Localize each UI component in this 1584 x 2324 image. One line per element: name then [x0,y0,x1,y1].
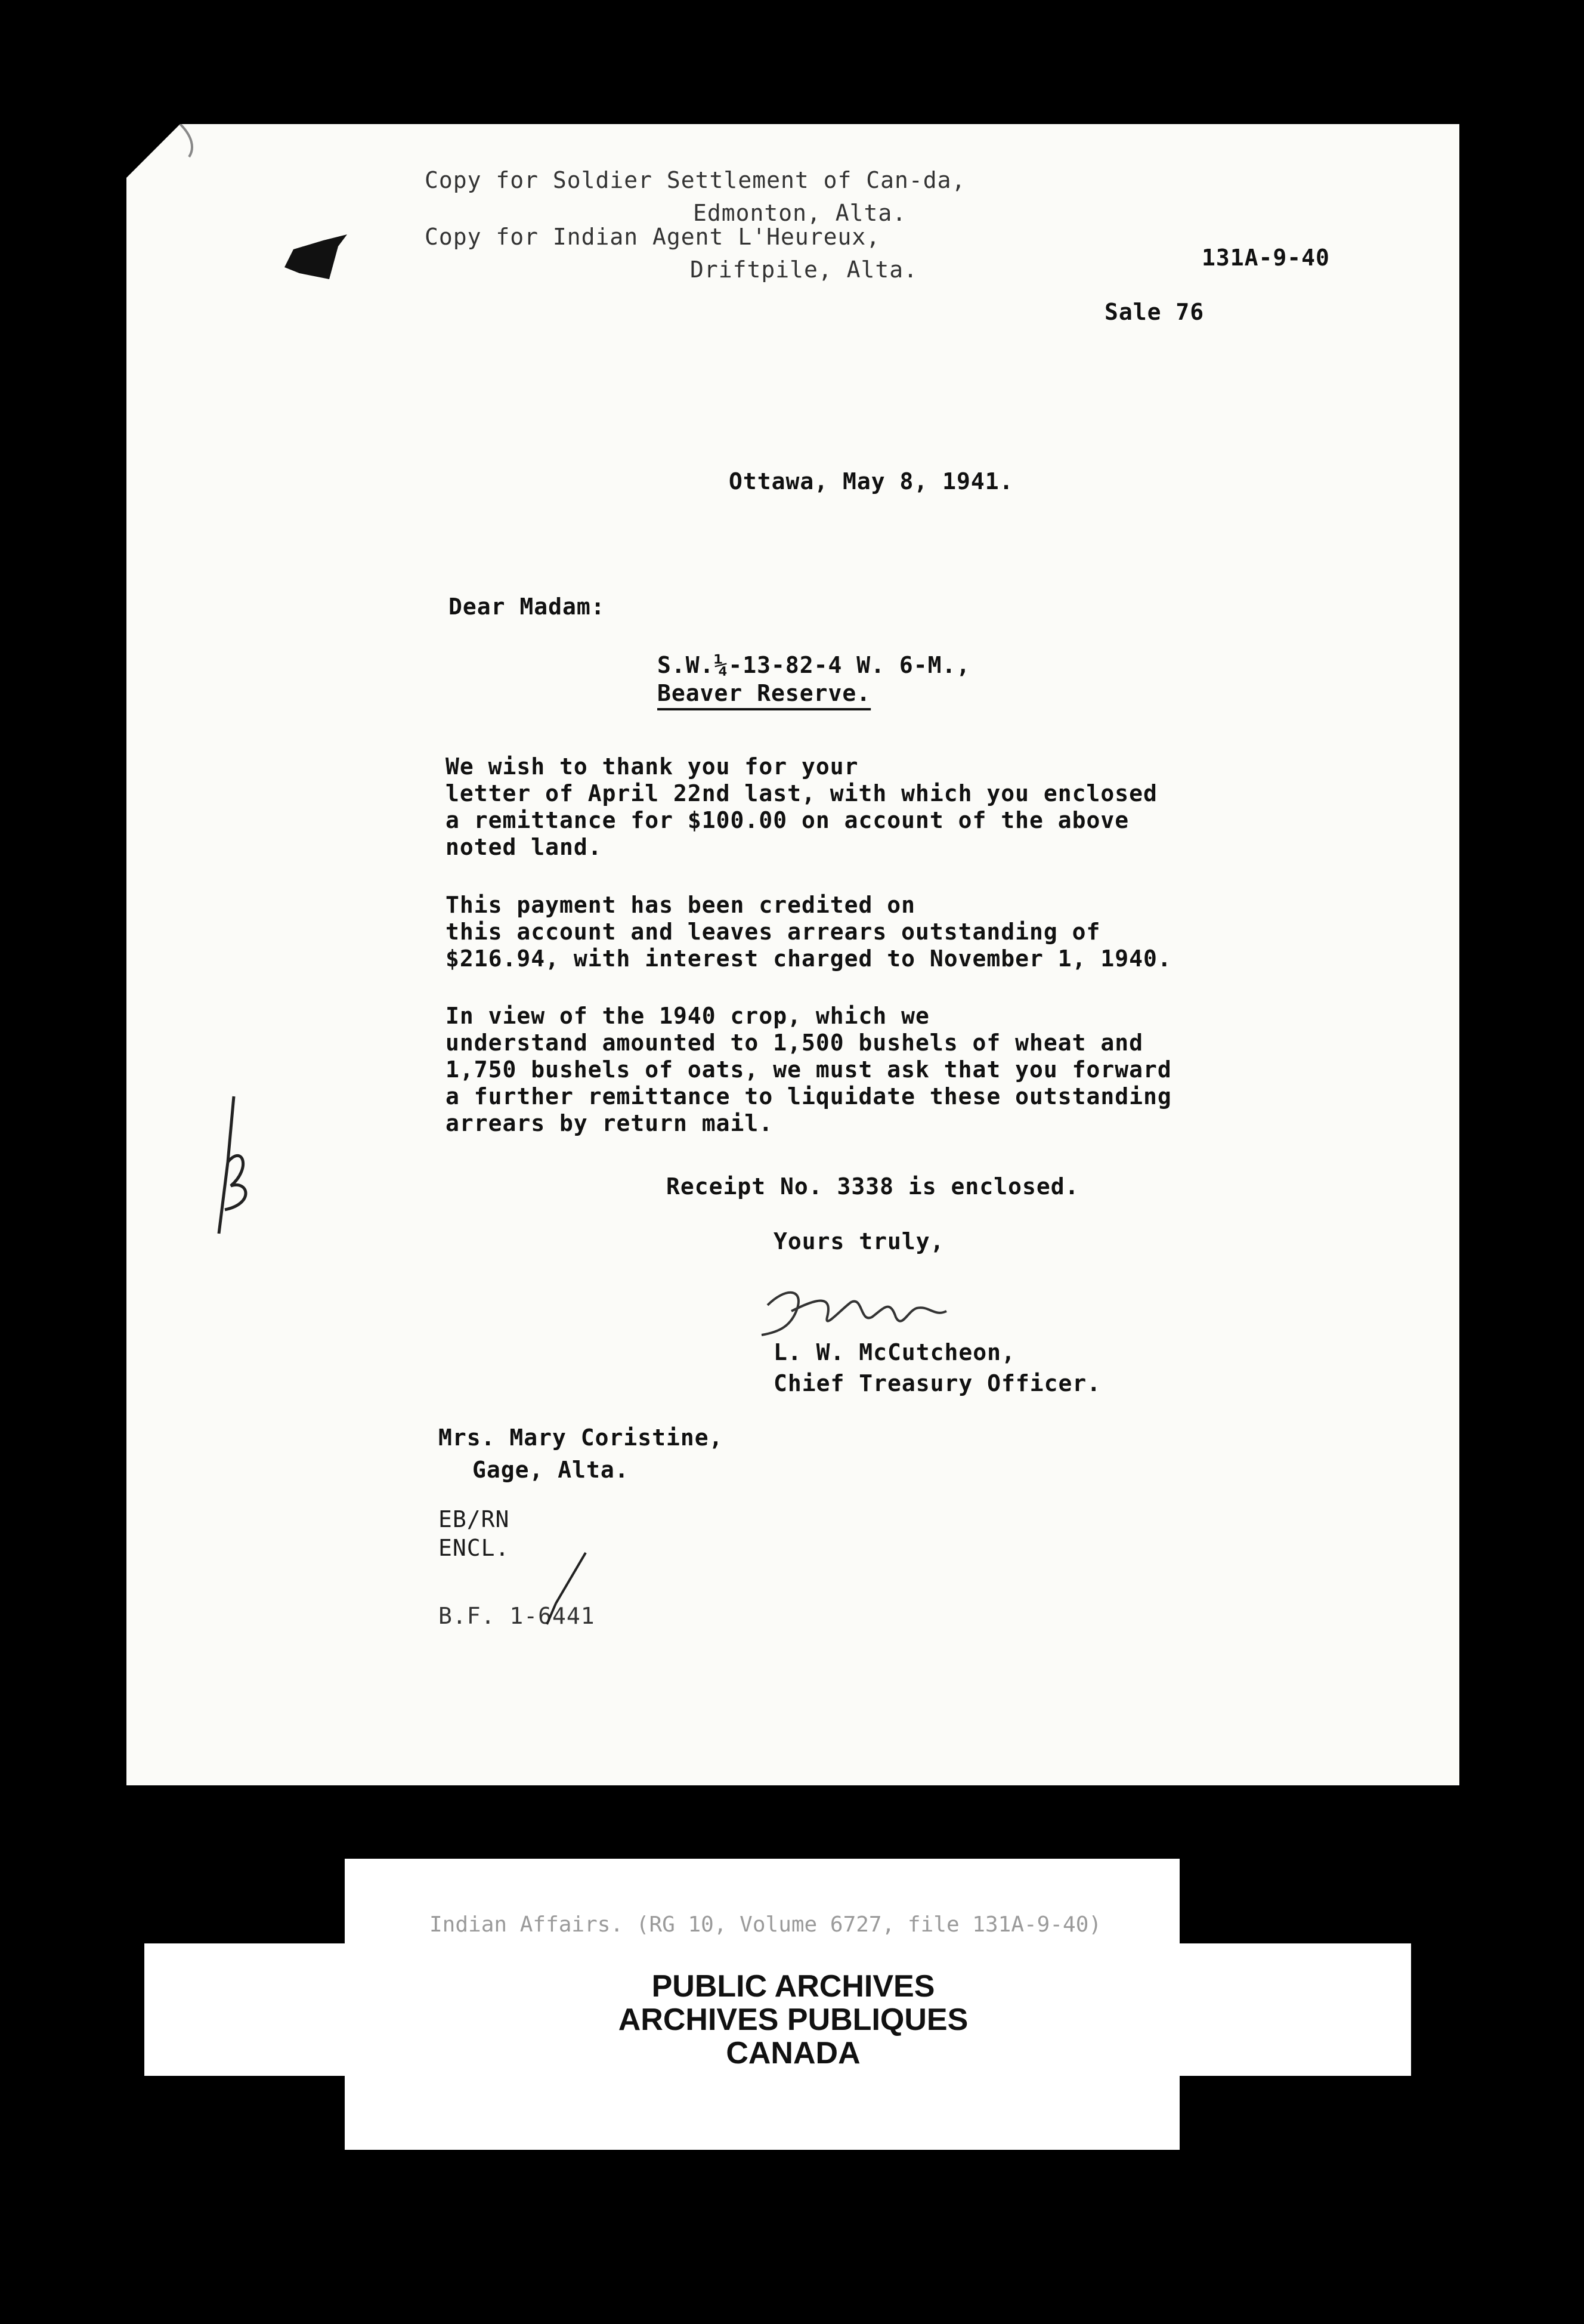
subject-line-2: Beaver Reserve. [657,680,871,706]
signature [756,1275,952,1341]
addressee-place: Gage, Alta. [472,1457,629,1483]
paragraph-2: This payment has been credited on this account and leaves arrears outstanding of $216.94, with interest charged to November 1, 1940. [446,892,1172,972]
copy-place-1: Edmonton, Alta. [693,200,907,226]
archive-reference: Indian Affairs. (RG 10, Volume 6727, file 131A-9-40) [429,1912,1102,1937]
signer-name: L. W. McCutcheon, [774,1339,1016,1365]
bf-number: B.F. 1-6441 [438,1603,595,1629]
paragraph-3: In view of the 1940 crop, which we understand amounted to 1,500 bushels of wheat and 1,750 bushels of oats, we must ask that you forward a further remittance to liquidate these outstanding arrears by return mail. [446,1003,1172,1136]
copy-place-2: Driftpile, Alta. [690,256,918,283]
addressee-name: Mrs. Mary Coristine, [438,1424,723,1451]
torn-corner [126,124,210,196]
archive-line-2: ARCHIVES PUBLIQUES [618,2002,969,2037]
letter-page [126,124,1459,1785]
salutation: Dear Madam: [448,594,605,620]
copy-line-2: Copy for Indian Agent L'Heureux, [425,224,881,250]
enclosure: ENCL. [438,1535,510,1561]
archive-line-1: PUBLIC ARCHIVES [651,1969,935,2004]
archive-line-3: CANADA [726,2036,861,2070]
receipt-line: Receipt No. 3338 is enclosed. [666,1173,1079,1200]
initials: EB/RN [438,1506,510,1532]
margin-pencil-mark [207,1090,261,1240]
copy-line-1: Copy for Soldier Settlement of Can-da, [425,167,966,193]
dateline: Ottawa, May 8, 1941. [729,468,1014,495]
subject-line-1: S.W.¼-13-82-4 W. 6-M., [657,652,971,678]
closing: Yours truly, [774,1228,945,1254]
check-mark [544,1550,592,1633]
signer-title: Chief Treasury Officer. [774,1370,1102,1396]
paragraph-1: We wish to thank you for your letter of April 22nd last, with which you enclosed a remittance for $100.00 on account of the above noted land. [446,753,1158,860]
file-number: 131A-9-40 [1202,245,1330,271]
archive-stamp [525,1970,1062,2070]
sale-number: Sale 76 [1105,299,1205,325]
ink-blot [281,231,353,285]
